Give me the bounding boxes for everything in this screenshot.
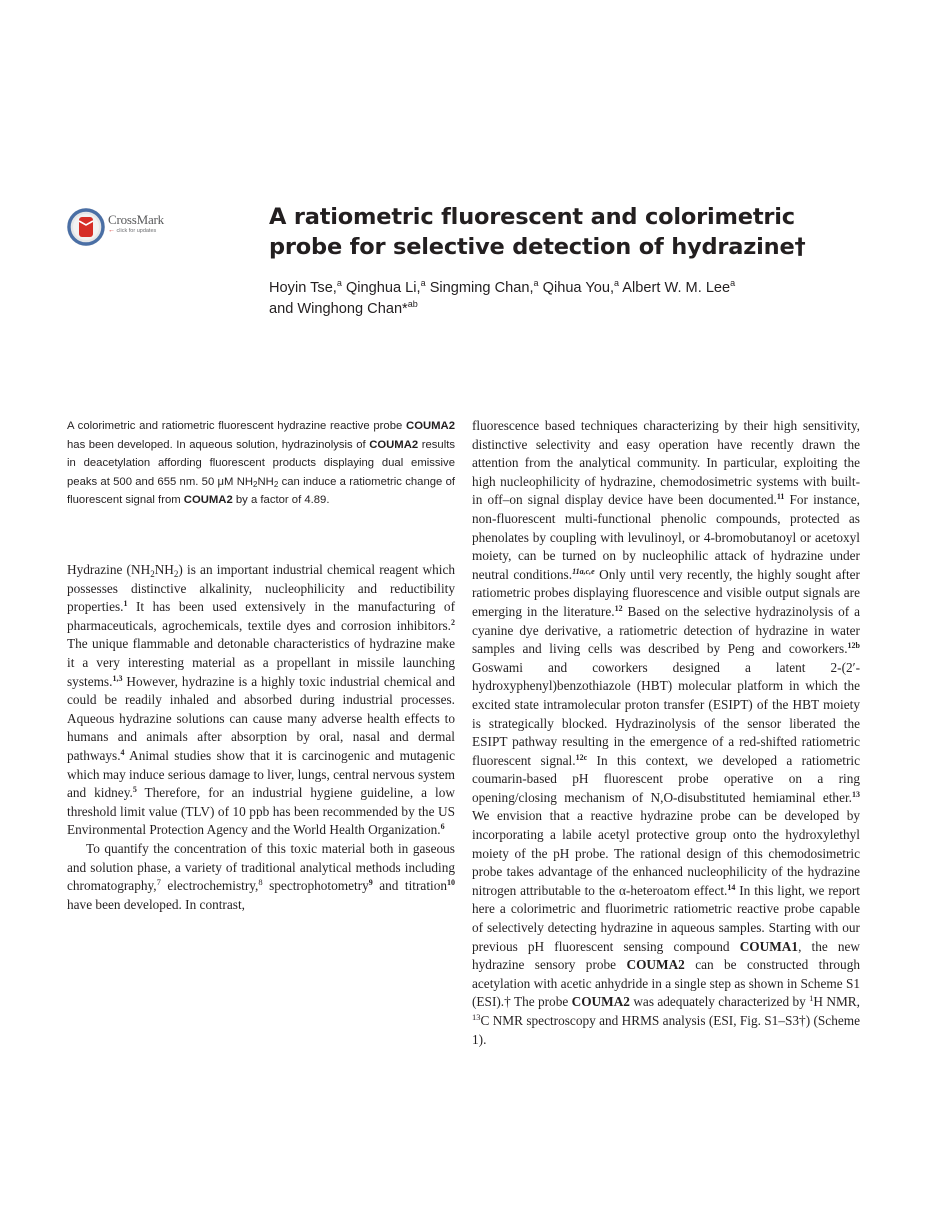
compound-name: COUMA2 [369,438,419,451]
body-paragraph: fluorescence based techniques characterizing by their high sensitivity, distinctive selectivity and easy operation have recently drawn the attention from the analytical community. In particular, exploiting the high nucleophilicity of hydrazine, chemodosimetric systems with built-in off–on signal display device have been documented.$^{11}$ For instance, non-fluorescent multi-functional phenolic compounds, protected as phenolates by coupling with levulinoyl, or 4-bromobutanoyl or acetoxyl moiety, can be turned on by nucleophilic attack of hydrazine under neutral conditions.$^{11a,c,e}$ Only until very recently, the highly sought after ratiometric probes displaying fluorescence and visible output signals are emerging in the literature.$^{12}$ Based on the selective hydrazinolysis of a cyanine dye derivative, a ratiometric detection of hydrazine in water samples and living cells was described by Peng and coworkers.$^{12b}$ Goswami and coworkers designed a latent 2-(2′-hydroxyphenyl)benzothiazole (HBT) molecular platform in which the excited state intramolecular proton transfer (ESIPT) of the HBT moiety is strategically blocked. Hydrazinolysis of the sensor liberated the ESIPT pathway resulting in the emergence of a red-shifted ratiometric fluorescent signal.$^{12c}$ In this context, we developed a ratiometric coumarin-based pH fluorescent probe operative on a ring opening/closing mechanism of N,O-disubstituted hemiaminal ether.$^{13}$ We envision that a reactive hydrazine probe can be developed by incorporating a labile acetyl protective group onto the hydroxylethyl moiety of the pH probe. The rational design of this chemodosimetric probe takes advantage of the enhanced nucleophilicity of the hydrazine nitrogen attributable to the α-heteroatom effect.$^{14}$ In this light, we report here a colorimetric and fluorimetric ratiometric reactive probe capable of selectively detecting hydrazine in aqueous samples. Starting with our previous pH fluorescent sensing compound COUMA1, the new hydrazine sensory probe COUMA2 can be constructed through acetylation with acetic anhydride in a single step as shown in Scheme S1 (ESI).† The probe COUMA2 was adequately characterized by $^1$H NMR, $^{13}$C NMR spectroscopy and HRMS analysis (ESI, Fig. S1–S3†) (Scheme 1). [472,418,861,1047]
crossmark-icon [66,207,106,247]
compound-name: COUMA1 [739,938,799,954]
author: and Winghong Chan* [269,301,408,317]
body-paragraph: Hydrazine $(NH_2NH_2)$ is an important industrial chemical reagent which possesses distinctive alkalinity, nucleophilicity and reductibility properties.$^1$ It has been used extensively in the manufacturing of pharmaceuticals, agrochemicals, textile dyes and corrosion inhibitors.$^2$ The unique flammable and detonable characteristics of hydrazine make it a very interesting material as a propellant in missile launching systems.$^{1,3}$ However, hydrazine is a highly toxic industrial chemical and could be readily inhaled and absorbed during industrial processes. Aqueous hydrazine solutions can cause many adverse health effects to humans and animals after absorption by oral, nasal and dermal pathways.$^4$ Animal studies show that it is carcinogenic and mutagenic which may induce serious damage to liver, lungs, central nervous system and kidney.$^5$ Therefore, for an industrial hygiene guideline, a low threshold limit value (TLV) of 10 ppb has been recommended by the US Environmental Protection Agency and the World Health Organization.$^6$ [67,562,455,838]
abstract: A colorimetric and ratiometric fluorescent hydrazine reactive probe COUMA2 has been developed. In aqueous solution, hydrazinolysis of COUMA2 results in deacetylation affording fluorescent products displaying dual emissive peaks at 500 and 655 nm. 50 μM $NH_2NH_2$ can induce a ratiometric change of fluorescent signal from COUMA2 by a factor of 4.89. [67,420,455,507]
article-title: A ratiometric fluorescent and colorimetric probe for selective detection of hydrazine† [269,204,806,260]
reference-marker[interactable]: 13 [852,789,860,799]
arrow-left-icon: ← [108,227,115,234]
author-affiliation: a [533,278,539,288]
body-column-right [472,417,860,1049]
author: Qihua You, [542,280,615,296]
crossmark-sublabel-text: click for updates [116,228,157,234]
reference-marker[interactable]: 6 [440,822,445,832]
author: Hoyin Tse, [269,280,337,296]
compound-name: COUMA2 [183,494,233,507]
reference-marker[interactable]: 8 [258,877,263,888]
author: Singming Chan, [429,280,534,296]
compound-name: COUMA2 [406,420,455,432]
reference-marker[interactable]: 12b [847,641,860,651]
reference-marker[interactable]: 12c [575,752,588,762]
reference-marker[interactable]: 1 [123,599,128,609]
crossmark-label: CrossMark [108,212,164,227]
author-affiliation: a [730,278,736,288]
body-paragraph: To quantify the concentration of this toxic material both in gaseous and solution phase, a variety of traditional analytical methods including chromatography,$^7$ electrochemistry,$^8$ spectrophotometry$^9$ and titration$^{10}$ have been developed. In contrast, [67,840,455,912]
author: Albert W. M. Lee [622,280,731,296]
compound-name: COUMA2 [626,957,685,973]
crossmark-badge[interactable] [66,207,176,249]
reference-marker[interactable]: 7 [156,877,161,888]
reference-marker[interactable]: 14 [727,882,736,892]
compound-name: COUMA2 [571,994,630,1010]
reference-marker[interactable]: 12 [614,603,623,613]
author: Qinghua Li, [345,280,421,296]
reference-marker[interactable]: 10 [447,878,455,888]
reference-marker[interactable]: 5 [132,785,137,795]
reference-marker[interactable]: 4 [120,747,125,757]
author-list [269,278,849,320]
reference-marker[interactable]: 2 [451,617,455,627]
reference-marker[interactable]: 1,3 [112,673,123,683]
author-affiliation: a [336,278,342,288]
crossmark-sublabel[interactable] [108,227,164,235]
reference-marker[interactable]: 9 [368,878,373,888]
body-column-left [67,561,455,914]
author-affiliation: a [614,278,620,288]
author-affiliation: a [420,278,426,288]
author-affiliation: ab [407,299,418,309]
reference-marker[interactable]: 11a,c,e [572,566,595,576]
reference-marker[interactable]: 11 [776,492,785,502]
